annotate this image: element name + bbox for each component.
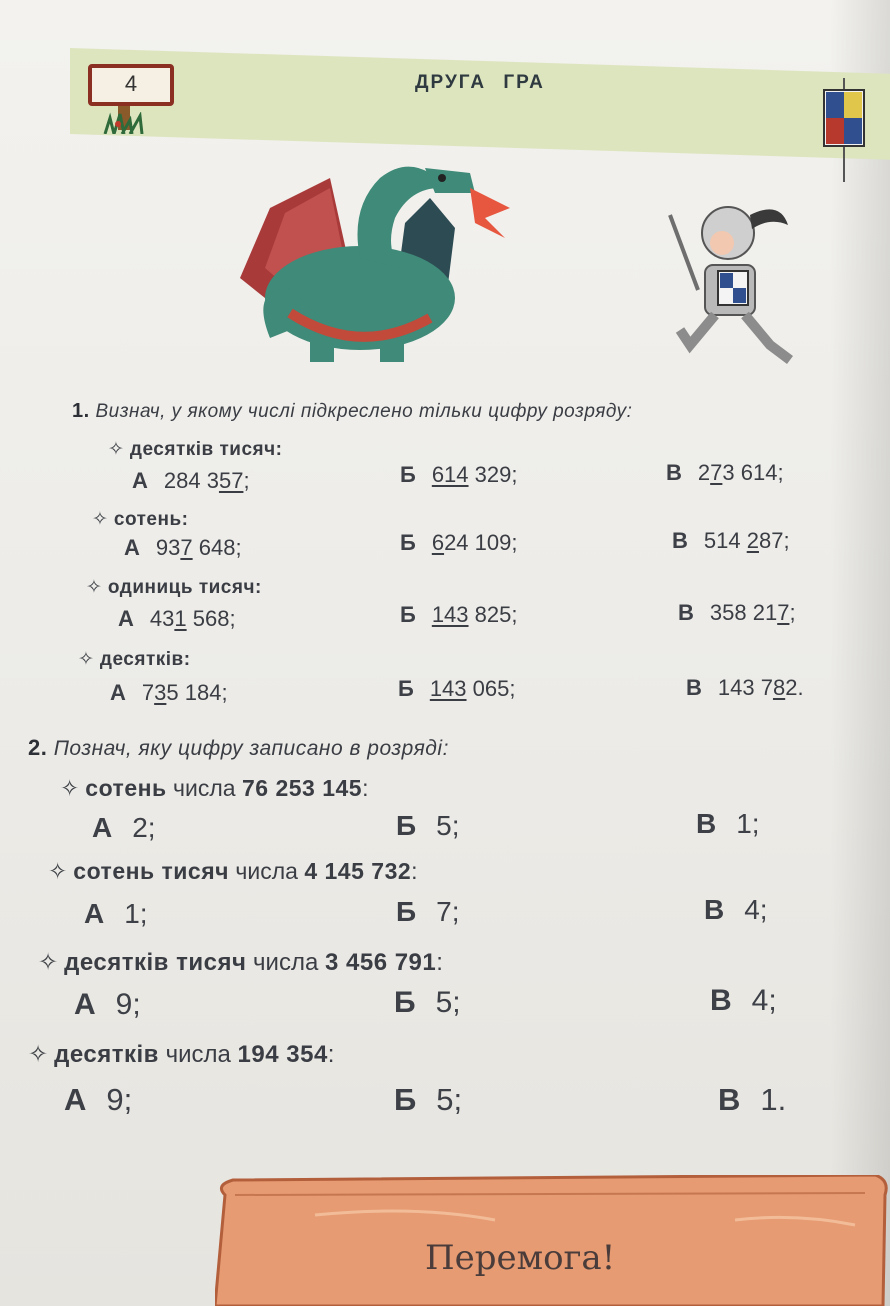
option-a: А 9; [64,1082,133,1117]
task-1-group-label: ✧ десятків тисяч: [108,439,283,460]
option-b: Б 5; [396,810,460,841]
option-b: Б 614 329; [400,462,518,487]
star-icon: ✧ [108,439,124,460]
option-a: А 284 357; [132,468,250,493]
option-a: А 2; [92,812,156,843]
task-1-text: Визнач, у якому числі підкреслено тільки цифру розряду: [95,401,633,422]
task-2-group-label: ✧ сотень числа 76 253 145: [60,775,369,801]
option-c: В 143 782. [686,675,804,700]
option-c: В 1. [718,1082,787,1117]
option-a: А 431 568; [118,606,236,631]
option-b: Б 5; [394,986,461,1019]
star-icon: ✧ [60,775,80,801]
page-fold-shadow [830,0,890,1306]
star-icon: ✧ [92,509,108,530]
task-1-group-label: ✧ сотень: [92,509,189,530]
option-c: В 273 614; [666,460,784,485]
option-c: В 358 217; [678,600,796,625]
task-2-text: Познач, яку цифру записано в розряді: [53,737,449,760]
task-1-group-label: ✧ десятків: [78,649,191,670]
dragon-illustration [230,148,520,368]
task-2-group-label: ✧ сотень тисяч числа 4 145 732: [48,858,418,884]
option-a: А 937 648; [124,535,242,560]
lesson-title: ДРУГА ГРА [415,72,545,93]
task-2-group-label: ✧ десятків числа 194 354: [28,1041,335,1068]
task-1-number: 1. [72,400,90,422]
star-icon: ✧ [28,1041,49,1068]
option-b: Б 143 065; [398,676,516,701]
grass-icon [100,112,150,134]
option-a: А 1; [84,898,148,929]
lesson-number: 4 [124,71,138,96]
castle-flag-icon [820,78,868,182]
star-icon: ✧ [48,858,68,884]
victory-text: Перемога! [425,1238,616,1278]
task-2-title [28,735,449,761]
option-c: В 1; [696,808,760,839]
option-b: Б 7; [396,896,460,927]
task-2-number: 2. [28,735,48,760]
star-icon: ✧ [38,949,59,976]
star-icon: ✧ [78,649,94,670]
task-1-group-label: ✧ одиниць тисяч: [86,577,262,598]
option-c: В 4; [704,894,768,925]
task-1-title [72,400,632,423]
option-b: Б 5; [394,1082,463,1117]
star-icon: ✧ [86,577,102,598]
option-a: А 9; [74,988,141,1021]
header-band [70,48,890,160]
task-2-group-label: ✧ десятків тисяч числа 3 456 791: [38,949,443,976]
option-c: В 4; [710,984,777,1017]
option-a: А 735 184; [110,680,228,705]
option-c: В 514 287; [672,528,790,553]
knight-illustration [660,195,800,370]
lesson-number-sign [88,64,174,106]
option-b: Б 624 109; [400,530,518,555]
option-b: Б 143 825; [400,602,518,627]
